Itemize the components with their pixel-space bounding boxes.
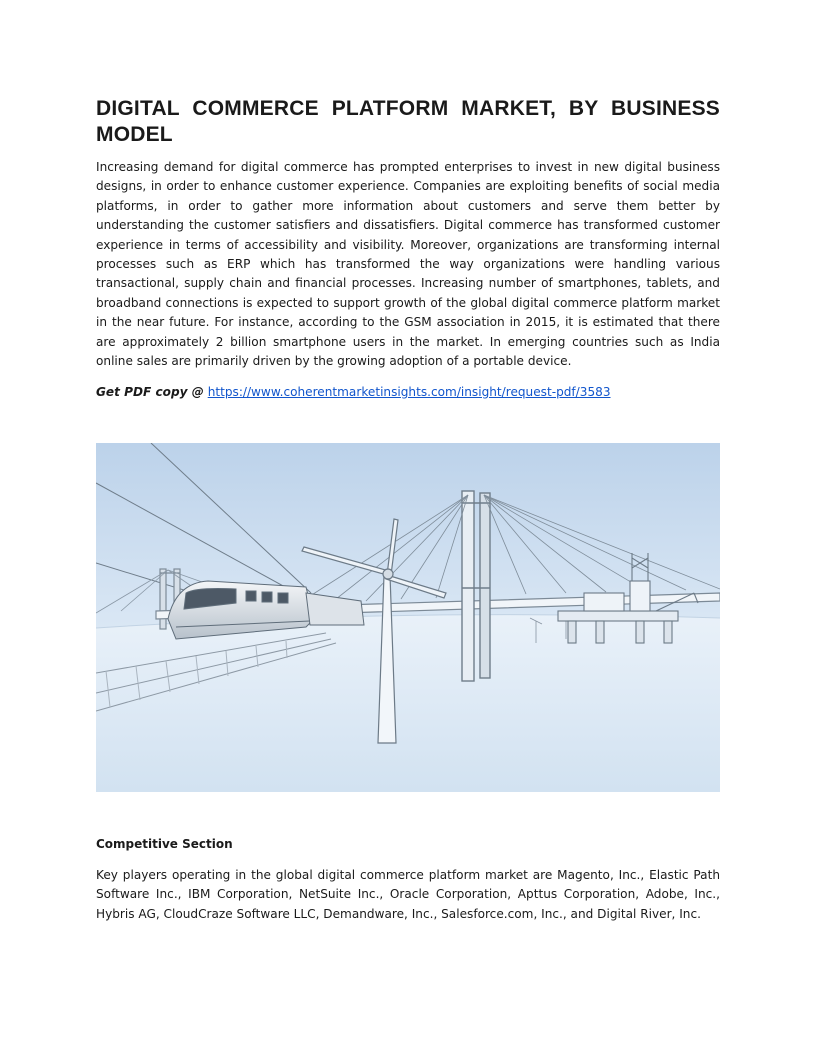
page-title: DIGITAL COMMERCE PLATFORM MARKET, BY BUSINESS MODEL: [96, 97, 720, 146]
pdf-request-link[interactable]: https://www.coherentmarketinsights.com/insight/request-pdf/3583: [207, 385, 611, 399]
competitive-paragraph: Key players operating in the global digital commerce platform market are Magento, Inc., Elastic Path Software Inc., IBM Corporation, NetSuite Inc., Oracle Corporation, Apttus Corporation, Adobe, Inc., Hybris AG, CloudCraze Software LLC, Demandware, Inc., Salesforce.com, Inc., and Digital River, Inc.: [96, 868, 720, 921]
ground-plane: [96, 615, 720, 792]
pdf-request-label: Get PDF copy @: [96, 385, 204, 399]
competitive-section-heading: Competitive Section: [96, 837, 233, 851]
pdf-request-line: [96, 383, 720, 402]
infrastructure-illustration: [96, 443, 720, 792]
intro-paragraph: Increasing demand for digital commerce has prompted enterprises to invest in new digital business designs, in order to enhance customer experience. Companies are exploiting benefits of social media platforms, in order to gather more information about customers and serve them better by understanding the customer satisfiers and dissatisfiers. Digital commerce has transformed customer experience in terms of accessibility and visibility. Moreover, organizations are transforming internal processes such as ERP which has transformed the way organizations were handling various transactional, supply chain and financial processes. Increasing number of smartphones, tablets, and broadband connections is expected to support growth of the global digital commerce platform market in the near future. For instance, according to the GSM association in 2015, it is estimated that there are approximately 2 billion smartphone users in the market. In emerging countries such as India online sales are primarily driven by the growing adoption of a portable device.: [96, 160, 720, 369]
